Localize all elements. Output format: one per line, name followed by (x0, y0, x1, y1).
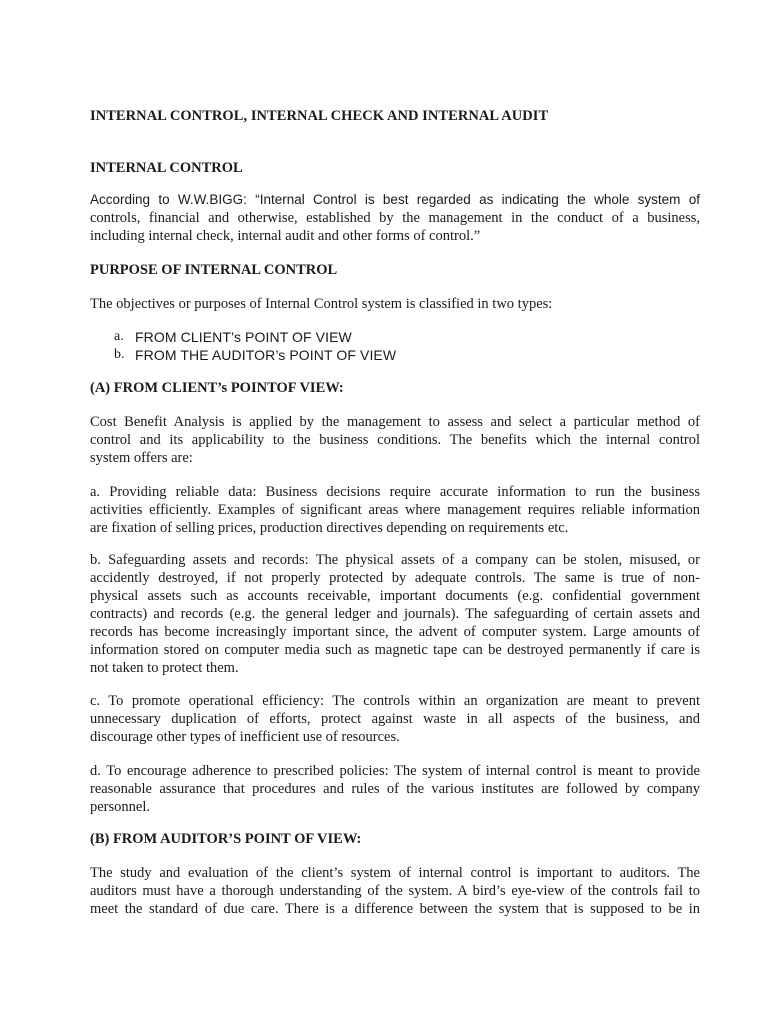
benefit-a-paragraph (90, 483, 700, 537)
auditor-heading: (B) FROM AUDITOR’S POINT OF VIEW: (90, 831, 362, 847)
paragraph-line: activities efficiently. Examples of significant areas where management requires reliable information (90, 502, 700, 518)
definition-paragraph (90, 191, 700, 245)
benefit-c-paragraph (90, 692, 700, 746)
list-marker: a. (114, 329, 124, 344)
document-title: INTERNAL CONTROL, INTERNAL CHECK AND INTERNAL AUDIT (90, 108, 549, 124)
paragraph-line: d. To encourage adherence to prescribed policies: The system of internal control is meant to provide (90, 763, 700, 779)
benefit-d-paragraph (90, 762, 700, 816)
types-list (90, 328, 700, 364)
paragraph-line: system offers are: (90, 450, 193, 466)
definition-line: According to W.W.BIGG: “Internal Control is best regarded as indicating the whole system of (90, 192, 700, 207)
paragraph-line: meet the standard of due care. There is a difference between the system that is supposed to be in (90, 901, 700, 917)
paragraph-line: personnel. (90, 799, 150, 815)
paragraph-line: information stored on computer media such as magnetic tape can be destroyed permanently if care is (90, 642, 700, 658)
paragraph-line: physical assets such as accounts receivable, important documents (e.g. confidential government (90, 588, 700, 604)
paragraph-line: control and its applicability to the business conditions. The benefits which the internal control (90, 432, 700, 448)
paragraph-line: The study and evaluation of the client’s system of internal control is important to auditors. The (90, 865, 700, 881)
list-marker: b. (114, 347, 125, 362)
paragraph-line: c. To promote operational efficiency: The controls within an organization are meant to prevent (90, 693, 700, 709)
client-heading: (A) FROM CLIENT’s POINTOF VIEW: (90, 380, 344, 396)
paragraph-line: contracts) and records (e.g. the general ledger and journals). The safeguarding of certain assets and (90, 606, 700, 622)
list-item-text: FROM THE AUDITOR’s POINT OF VIEW (135, 347, 397, 363)
paragraph-line: Cost Benefit Analysis is applied by the management to assess and select a particular method of (90, 414, 700, 430)
paragraph-line: unnecessary duplication of efforts, protect against waste in all aspects of the business, and (90, 711, 700, 727)
paragraph-line: discourage other types of inefficient use of resources. (90, 729, 400, 745)
list-item (90, 346, 700, 364)
paragraph-line: a. Providing reliable data: Business decisions require accurate information to run the business (90, 484, 700, 500)
paragraph-line: b. Safeguarding assets and records: The physical assets of a company can be stolen, misused, or (90, 552, 700, 568)
definition-line: controls, financial and otherwise, established by the management in the conduct of a business, (90, 210, 700, 226)
list-item-text: FROM CLIENT’s POINT OF VIEW (135, 329, 352, 345)
client-intro-paragraph (90, 413, 700, 467)
paragraph-line: records has become increasingly important since, the advent of computer system. Large amounts of (90, 624, 700, 640)
objectives-intro: The objectives or purposes of Internal Control system is classified in two types: (90, 296, 553, 312)
purpose-heading: PURPOSE OF INTERNAL CONTROL (90, 262, 338, 278)
list-item (90, 328, 700, 346)
paragraph-line: accidently destroyed, if not properly protected by adequate controls. The same is true of non- (90, 570, 700, 586)
definition-line: including internal check, internal audit and other forms of control.” (90, 228, 481, 244)
benefit-b-paragraph (90, 551, 700, 677)
paragraph-line: reasonable assurance that procedures and rules of the various institutes are followed by company (90, 781, 700, 797)
auditor-paragraph (90, 864, 700, 918)
section-heading-internal-control: INTERNAL CONTROL (90, 160, 243, 176)
paragraph-line: not taken to protect them. (90, 660, 239, 676)
paragraph-line: are fixation of selling prices, production directives depending on requirements etc. (90, 520, 569, 536)
paragraph-line: auditors must have a thorough understanding of the system. A bird’s eye-view of the controls fail to (90, 883, 700, 899)
